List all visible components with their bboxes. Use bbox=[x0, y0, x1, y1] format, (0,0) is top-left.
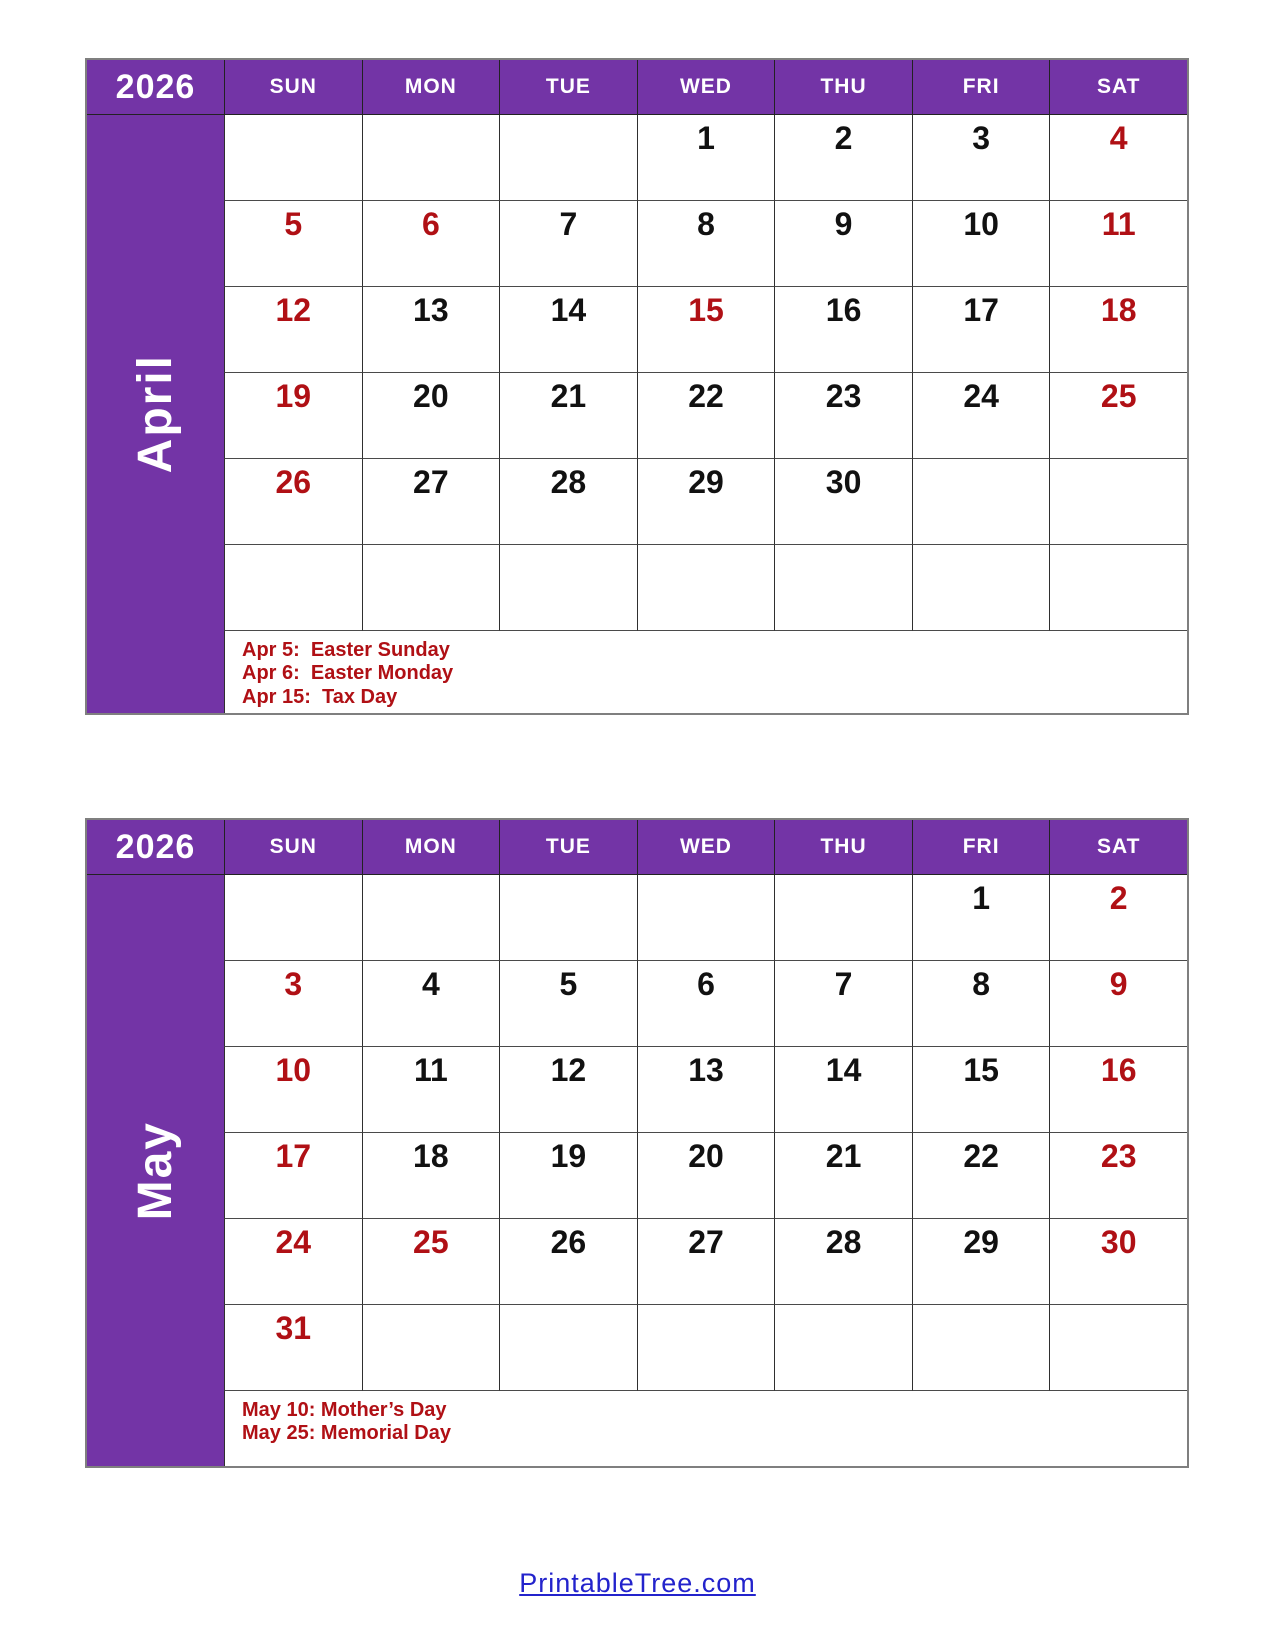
day-cell-april-24: 24 bbox=[912, 373, 1050, 459]
day-cell-april-26: 26 bbox=[224, 459, 362, 545]
day-cell-april-10: 10 bbox=[912, 201, 1050, 287]
month-label: April bbox=[129, 354, 182, 474]
day-cell-may-9: 9 bbox=[1049, 961, 1187, 1047]
day-cell-may-4: 4 bbox=[362, 961, 500, 1047]
day-cell-may-11: 11 bbox=[362, 1047, 500, 1133]
weekday-header-thu: THU bbox=[774, 60, 912, 115]
day-cell-april-5: 5 bbox=[224, 201, 362, 287]
day-cell-april-3: 3 bbox=[912, 115, 1050, 201]
day-cell-may-31: 31 bbox=[224, 1305, 362, 1391]
day-cell-april-15: 15 bbox=[637, 287, 775, 373]
weekday-header-wed: WED bbox=[637, 820, 775, 875]
month-sidebar bbox=[87, 115, 224, 713]
year-label: 2026 bbox=[87, 60, 224, 115]
weekday-header-mon: MON bbox=[362, 820, 500, 875]
day-cell-april-22: 22 bbox=[637, 373, 775, 459]
day-cell-may-17: 17 bbox=[224, 1133, 362, 1219]
day-cell-april-12: 12 bbox=[224, 287, 362, 373]
weekday-header-mon: MON bbox=[362, 60, 500, 115]
day-cell-may-3: 3 bbox=[224, 961, 362, 1047]
day-cell-april-11: 11 bbox=[1049, 201, 1187, 287]
day-cell-may-25: 25 bbox=[362, 1219, 500, 1305]
weekday-header-fri: FRI bbox=[912, 820, 1050, 875]
day-cell-may-22: 22 bbox=[912, 1133, 1050, 1219]
day-cell-april-21: 21 bbox=[499, 373, 637, 459]
holiday-note: Apr 5: Easter Sunday bbox=[242, 639, 450, 661]
day-cell-empty bbox=[774, 545, 912, 631]
day-cell-april-14: 14 bbox=[499, 287, 637, 373]
day-cell-empty bbox=[912, 545, 1050, 631]
day-cell-empty bbox=[362, 115, 500, 201]
day-cell-empty bbox=[774, 1305, 912, 1391]
holiday-note: May 25: Memorial Day bbox=[242, 1422, 451, 1445]
day-cell-empty bbox=[499, 115, 637, 201]
printabletree-link[interactable]: PrintableTree.com bbox=[519, 1568, 756, 1598]
day-cell-may-2: 2 bbox=[1049, 875, 1187, 961]
day-cell-empty bbox=[637, 875, 775, 961]
day-cell-april-19: 19 bbox=[224, 373, 362, 459]
month-sidebar bbox=[87, 875, 224, 1466]
day-cell-may-28: 28 bbox=[774, 1219, 912, 1305]
day-cell-may-5: 5 bbox=[499, 961, 637, 1047]
holiday-note: May 10: Mother’s Day bbox=[242, 1399, 447, 1421]
day-cell-may-12: 12 bbox=[499, 1047, 637, 1133]
month-label: May bbox=[129, 1120, 182, 1221]
day-cell-may-10: 10 bbox=[224, 1047, 362, 1133]
holiday-notes bbox=[224, 631, 1187, 713]
day-cell-empty bbox=[224, 545, 362, 631]
day-cell-april-20: 20 bbox=[362, 373, 500, 459]
day-cell-may-19: 19 bbox=[499, 1133, 637, 1219]
weekday-header-sat: SAT bbox=[1049, 60, 1187, 115]
weekday-header-tue: TUE bbox=[499, 820, 637, 875]
day-cell-may-30: 30 bbox=[1049, 1219, 1187, 1305]
day-cell-may-27: 27 bbox=[637, 1219, 775, 1305]
day-cell-april-1: 1 bbox=[637, 115, 775, 201]
day-cell-empty bbox=[224, 115, 362, 201]
day-cell-may-6: 6 bbox=[637, 961, 775, 1047]
day-cell-april-16: 16 bbox=[774, 287, 912, 373]
day-cell-empty bbox=[1049, 459, 1187, 545]
day-cell-empty bbox=[499, 875, 637, 961]
day-cell-april-13: 13 bbox=[362, 287, 500, 373]
weekday-header-sat: SAT bbox=[1049, 820, 1187, 875]
day-cell-empty bbox=[912, 459, 1050, 545]
day-cell-may-23: 23 bbox=[1049, 1133, 1187, 1219]
holiday-note: Apr 15: Tax Day bbox=[242, 685, 398, 708]
day-cell-empty bbox=[362, 1305, 500, 1391]
day-cell-may-29: 29 bbox=[912, 1219, 1050, 1305]
day-cell-april-27: 27 bbox=[362, 459, 500, 545]
day-cell-empty bbox=[1049, 545, 1187, 631]
day-cell-april-9: 9 bbox=[774, 201, 912, 287]
day-cell-empty bbox=[224, 875, 362, 961]
weekday-header-wed: WED bbox=[637, 60, 775, 115]
weekday-header-fri: FRI bbox=[912, 60, 1050, 115]
weekday-header-tue: TUE bbox=[499, 60, 637, 115]
day-cell-may-13: 13 bbox=[637, 1047, 775, 1133]
day-cell-empty bbox=[637, 545, 775, 631]
day-cell-empty bbox=[362, 545, 500, 631]
day-cell-empty bbox=[774, 875, 912, 961]
day-cell-may-26: 26 bbox=[499, 1219, 637, 1305]
day-cell-may-14: 14 bbox=[774, 1047, 912, 1133]
day-cell-may-8: 8 bbox=[912, 961, 1050, 1047]
weekday-header-sun: SUN bbox=[224, 60, 362, 115]
day-cell-april-17: 17 bbox=[912, 287, 1050, 373]
day-cell-april-28: 28 bbox=[499, 459, 637, 545]
day-cell-april-2: 2 bbox=[774, 115, 912, 201]
day-cell-may-15: 15 bbox=[912, 1047, 1050, 1133]
day-cell-empty bbox=[499, 1305, 637, 1391]
day-cell-empty bbox=[912, 1305, 1050, 1391]
holiday-note: Apr 6: Easter Monday bbox=[242, 662, 454, 685]
day-cell-empty bbox=[499, 545, 637, 631]
holiday-notes bbox=[224, 1391, 1187, 1466]
day-cell-may-20: 20 bbox=[637, 1133, 775, 1219]
day-cell-april-7: 7 bbox=[499, 201, 637, 287]
day-cell-april-29: 29 bbox=[637, 459, 775, 545]
day-cell-april-18: 18 bbox=[1049, 287, 1187, 373]
calendar-april bbox=[85, 58, 1189, 715]
day-cell-april-8: 8 bbox=[637, 201, 775, 287]
day-cell-may-21: 21 bbox=[774, 1133, 912, 1219]
day-cell-may-18: 18 bbox=[362, 1133, 500, 1219]
calendar-may bbox=[85, 818, 1189, 1468]
day-cell-empty bbox=[637, 1305, 775, 1391]
footer bbox=[0, 1568, 1275, 1599]
day-cell-april-30: 30 bbox=[774, 459, 912, 545]
weekday-header-thu: THU bbox=[774, 820, 912, 875]
day-cell-empty bbox=[362, 875, 500, 961]
year-label: 2026 bbox=[87, 820, 224, 875]
day-cell-april-25: 25 bbox=[1049, 373, 1187, 459]
day-cell-april-4: 4 bbox=[1049, 115, 1187, 201]
day-cell-empty bbox=[1049, 1305, 1187, 1391]
day-cell-may-7: 7 bbox=[774, 961, 912, 1047]
day-cell-may-1: 1 bbox=[912, 875, 1050, 961]
weekday-header-sun: SUN bbox=[224, 820, 362, 875]
day-cell-may-16: 16 bbox=[1049, 1047, 1187, 1133]
day-cell-may-24: 24 bbox=[224, 1219, 362, 1305]
day-cell-april-23: 23 bbox=[774, 373, 912, 459]
day-cell-april-6: 6 bbox=[362, 201, 500, 287]
